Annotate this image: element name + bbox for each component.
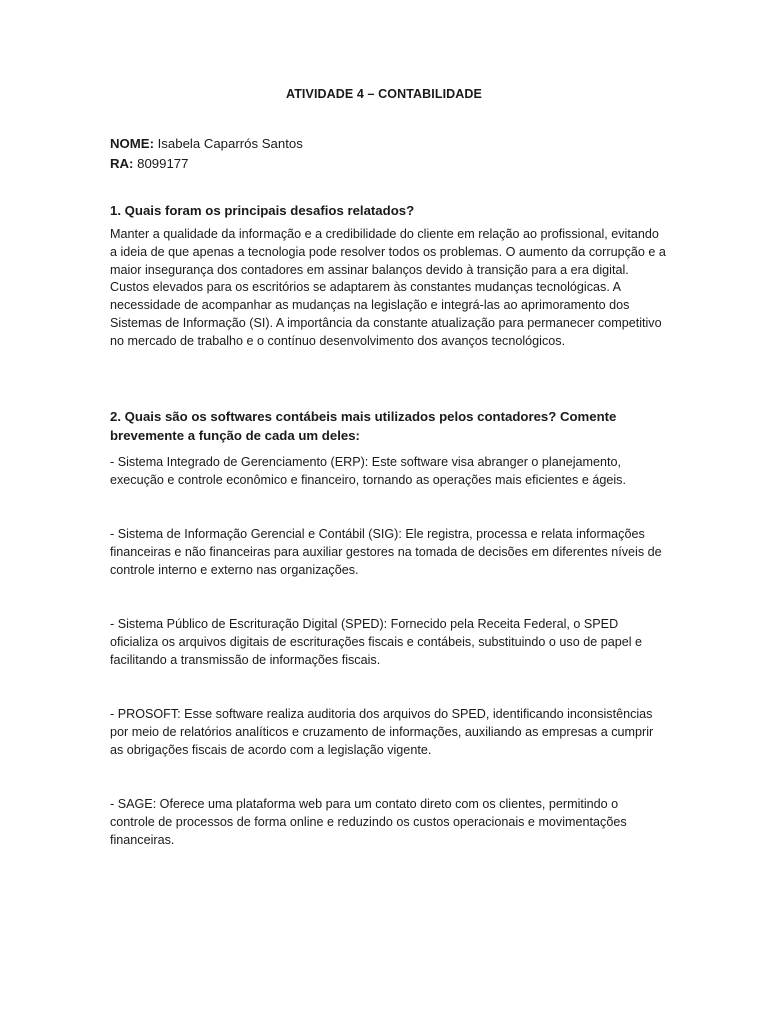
ra-label: RA: <box>110 156 134 171</box>
software-item-prosoft: - PROSOFT: Esse software realiza auditoria dos arquivos do SPED, identificando inconsistências por meio de relatórios analíticos e cruzamento de informações, auxiliando as empresas a cumprir as obrigações fiscais de acordo com a legislação vigente. <box>110 707 654 757</box>
student-info <box>110 134 666 174</box>
name-line <box>110 134 666 154</box>
question-1-heading: 1. Quais foram os principais desafios relatados? <box>110 203 415 218</box>
ra-value: 8099177 <box>137 156 189 171</box>
document-title: ATIVIDADE 4 – CONTABILIDADE <box>286 87 482 101</box>
name-label: NOME: <box>110 136 154 151</box>
question-2-heading: 2. Quais são os softwares contábeis mais utilizados pelos contadores? Comente brevemente a função de cada um deles: <box>110 409 617 443</box>
software-item-sage: - SAGE: Oferece uma plataforma web para um contato direto com os clientes, permitindo o controle de processos de forma online e reduzindo os custos operacionais e movimentações financeiras. <box>110 797 627 847</box>
ra-line <box>110 154 666 174</box>
software-item-sig: - Sistema de Informação Gerencial e Contábil (SIG): Ele registra, processa e relata informações financeiras e não financeiras para auxiliar gestores na tomada de decisões em diferentes níveis de controle interno e externo nas organizações. <box>110 527 662 577</box>
name-value: Isabela Caparrós Santos <box>157 136 303 151</box>
question-1 <box>110 201 666 351</box>
question-2 <box>110 407 666 445</box>
software-item-erp: - Sistema Integrado de Gerenciamento (ERP): Este software visa abranger o planejamento, execução e controle econômico e financeiro, tornando as operações mais eficientes e ágeis. <box>110 455 626 487</box>
question-1-answer: Manter a qualidade da informação e a credibilidade do cliente em relação ao profissional, evitando a ideia de que apenas a tecnologia pode resolver todos os problemas. O aumento da corrupção e a maior insegurança dos contadores em assinar balanços devido à transição para a era digital. Custos elevados para os escritórios se adaptarem às constantes mudanças tecnológicas. A necessidade de acompanhar as mudanças na legislação e integrá-las ao aprimoramento dos Sistemas de Informação (SI). A importância da constante atualização para permanecer competitivo no mercado de trabalho e o contínuo desenvolvimento dos avanços tecnológicos. <box>110 227 666 348</box>
software-item-sped: - Sistema Público de Escrituração Digital (SPED): Fornecido pela Receita Federal, o SPED oficializa os arquivos digitais de escriturações fiscais e contábeis, substituindo o uso de papel e facilitando a transmissão de informações fiscais. <box>110 617 643 667</box>
